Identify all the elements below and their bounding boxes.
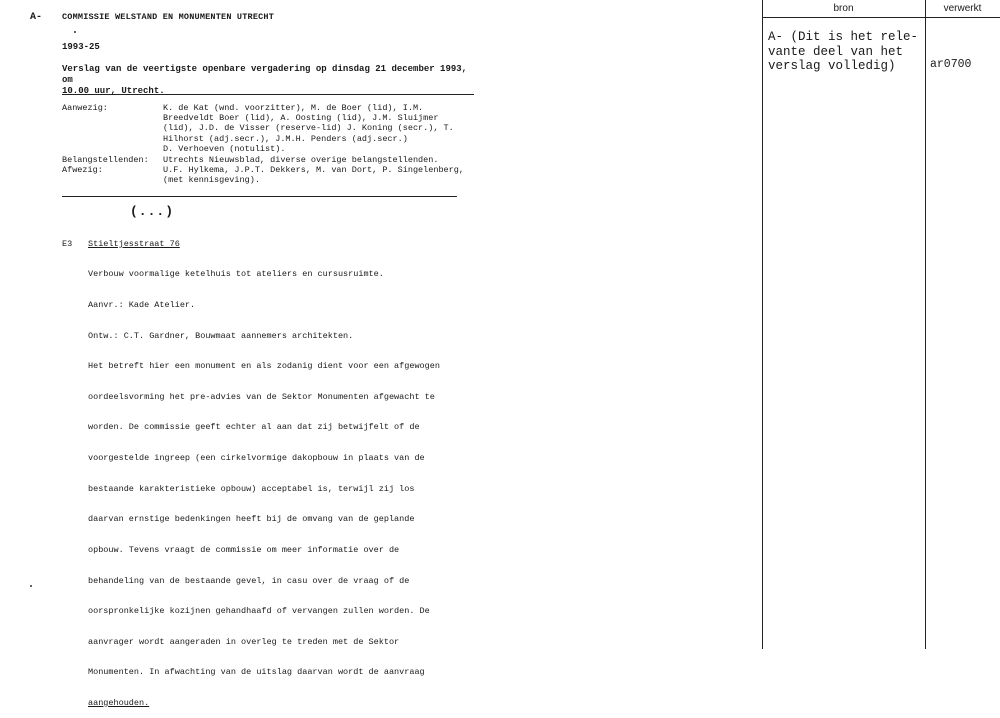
stakeholders-value: Utrechts Nieuwsblad, diverse overige belangstellenden. (163, 155, 439, 165)
organization-title: COMMISSIE WELSTAND EN MONUMENTEN UTRECHT (62, 12, 275, 22)
absent-line: (met kennisgeving). (163, 175, 260, 186)
item-body-line: Het betreft hier een monument en als zodanig dient voor een afgewogen (88, 361, 440, 372)
present-line: Hilhorst (adj.secr.), J.M.H. Penders (adj.secr.) (163, 133, 408, 144)
item-body-line: oorspronkelijke kozijnen gehandhaafd of vervangen zullen worden. De (88, 606, 430, 617)
present-label: Aanwezig: (62, 103, 108, 113)
table-left-border (762, 0, 763, 649)
title-divider (62, 94, 474, 95)
verwerkt-code: ar0700 (930, 58, 972, 71)
item-title: Stieltjesstraat 76 (88, 239, 180, 249)
item-body-line: oordeelsvorming het pre-advies van de Sektor Monumenten afgewacht te (88, 391, 435, 402)
item-body-line: voorgestelde ingreep (een cirkelvormige dakopbouw in plaats van de (88, 453, 425, 464)
bron-note: A- (Dit is het rele- vante deel van het verslag volledig) (768, 30, 919, 73)
omission-ellipsis: (...) (130, 204, 175, 219)
scan-speck (74, 31, 76, 33)
item-body-line: Aanvr.: Kade Atelier. (88, 300, 196, 311)
item-body-line: Ontw.: C.T. Gardner, Bouwmaat aannemers architekten. (88, 330, 354, 341)
report-title (62, 64, 482, 97)
present-line: (lid), J.D. de Visser (reserve-lid) J. Koning (secr.), T. (163, 123, 454, 134)
absent-label: Afwezig: (62, 165, 103, 175)
item-body-line: worden. De commissie geeft echter al aan dat zij betwijfelt of de (88, 422, 420, 433)
column-header-verwerkt: verwerkt (943, 3, 982, 14)
item-body-line: aanvrager wordt aangeraden in overleg te treden met de Sektor (88, 636, 400, 647)
item-body-line: opbouw. Tevens vraagt de commissie om meer informatie over de (88, 544, 400, 555)
item-body (88, 249, 468, 718)
item-code: E3 (62, 239, 73, 249)
item-body-line: Monumenten. In afwachting van de uitslag daarvan wordt de aanvraag (88, 667, 425, 678)
item-body-line: behandeling van de bestaande gevel, in casu over de vraag of de (88, 575, 410, 586)
present-line: D. Verhoeven (notulist). (163, 143, 286, 154)
report-title-line: Verslag van de veertigste openbare vergadering op dinsdag 21 december 1993, om (62, 64, 468, 85)
present-line: K. de Kat (wnd. voorzitter), M. de Boer (lid), I.M. (163, 103, 424, 113)
document-marker: A- (30, 12, 43, 23)
item-decision: aangehouden. (88, 697, 150, 708)
scan-speck (30, 585, 32, 587)
report-title-line: 10.00 uur, Utrecht. (62, 86, 165, 96)
attendance-divider (62, 196, 457, 197)
absent-list (163, 165, 483, 185)
item-body-line: daarvan ernstige bedenkingen heeft bij de omvang van de geplande (88, 514, 415, 525)
item-body-line: bestaande karakteristieke opbouw) acceptabel is, terwijl zij los (88, 483, 415, 494)
document-number: 1993-25 (62, 42, 100, 52)
stakeholders-label: Belangstellenden: (62, 155, 149, 165)
item-body-line: Verbouw voormalige ketelhuis tot ateliers en cursusruimte. (88, 269, 384, 280)
absent-line: U.F. Hylkema, J.P.T. Dekkers, M. van Dort, P. Singelenberg, (163, 165, 464, 175)
present-line: Breedveldt Boer (lid), A. Oosting (lid), J.M. Sluijmer (163, 113, 439, 124)
present-list (163, 103, 483, 154)
table-header-rule (762, 17, 1000, 18)
table-column-divider (925, 0, 926, 649)
column-header-bron: bron (833, 3, 854, 14)
